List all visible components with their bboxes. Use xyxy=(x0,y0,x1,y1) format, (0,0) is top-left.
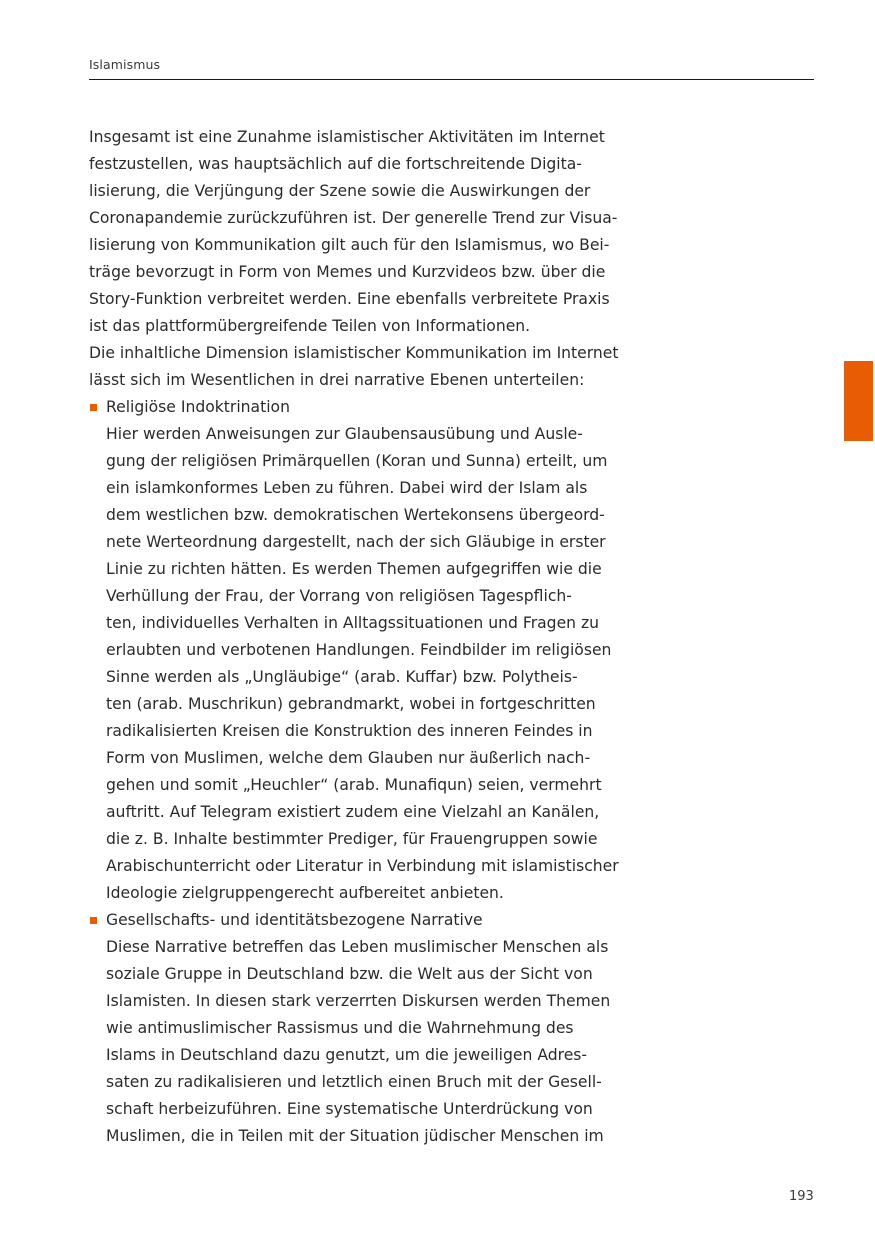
running-head: Islamismus xyxy=(89,57,161,72)
text-line: Form von Muslimen, welche dem Glauben nur äußerlich nach- xyxy=(106,749,591,767)
text-line: lisierung, die Verjüngung der Szene sowie die Auswirkungen der xyxy=(89,182,591,200)
text-line: Hier werden Anweisungen zur Glaubensausübung und Ausle- xyxy=(106,425,583,443)
body-text xyxy=(89,124,629,1150)
text-line: festzustellen, was hauptsächlich auf die fortschreitende Digita- xyxy=(89,155,582,173)
list-item-body xyxy=(106,421,629,907)
page-number: 193 xyxy=(789,1189,814,1204)
text-line: gehen und somit „Heuchler“ (arab. Munafiqun) seien, vermehrt xyxy=(106,776,602,794)
text-line: ten, individuelles Verhalten in Alltagssituationen und Fragen zu xyxy=(106,614,600,632)
text-line: Islamisten. In diesen stark verzerrten Diskursen werden Themen xyxy=(106,992,611,1010)
square-bullet-icon xyxy=(90,404,97,411)
text-line: träge bevorzugt in Form von Memes und Kurzvideos bzw. über die xyxy=(89,263,606,281)
text-line: ein islamkonformes Leben zu führen. Dabei wird der Islam als xyxy=(106,479,588,497)
text-line: dem westlichen bzw. demokratischen Wertekonsens übergeord- xyxy=(106,506,605,524)
text-line: Verhüllung der Frau, der Vorrang von religiösen Tagespflich- xyxy=(106,587,572,605)
list-item-religious-indoctrination xyxy=(89,394,629,907)
text-line: Linie zu richten hätten. Es werden Themen aufgegriffen wie die xyxy=(106,560,602,578)
text-line: Arabischunterricht oder Literatur in Verbindung mit islamistischer xyxy=(106,857,619,875)
intro-paragraph xyxy=(89,124,629,340)
text-line: Die inhaltliche Dimension islamistischer Kommunikation im Internet xyxy=(89,344,619,362)
text-line: Muslimen, die in Teilen mit der Situation jüdischer Menschen im xyxy=(106,1127,604,1145)
text-line: Islams in Deutschland dazu genutzt, um die jeweiligen Adres- xyxy=(106,1046,588,1064)
text-line: schaft herbeizuführen. Eine systematische Unterdrückung von xyxy=(106,1100,593,1118)
narratives-intro-paragraph xyxy=(89,340,629,394)
text-line: saten zu radikalisieren und letztlich einen Bruch mit der Gesell- xyxy=(106,1073,602,1091)
list-item-society-identity-narratives xyxy=(89,907,629,1150)
text-line: gung der religiösen Primärquellen (Koran und Sunna) erteilt, um xyxy=(106,452,608,470)
text-line: Sinne werden als „Ungläubige“ (arab. Kuffar) bzw. Polytheis- xyxy=(106,668,578,686)
narratives-list xyxy=(89,394,629,1150)
header-rule xyxy=(89,79,814,80)
text-line: lässt sich im Wesentlichen in drei narrative Ebenen unterteilen: xyxy=(89,371,585,389)
text-line: nete Werteordnung dargestellt, nach der sich Gläubige in erster xyxy=(106,533,606,551)
text-line: ten (arab. Muschrikun) gebrandmarkt, wobei in fortgeschritten xyxy=(106,695,596,713)
list-item-body xyxy=(106,934,629,1150)
text-line: Diese Narrative betreffen das Leben muslimischer Menschen als xyxy=(106,938,609,956)
text-line: radikalisierten Kreisen die Konstruktion des inneren Feindes in xyxy=(106,722,593,740)
text-line: Story-Funktion verbreitet werden. Eine ebenfalls verbreitete Praxis xyxy=(89,290,610,308)
text-line: lisierung von Kommunikation gilt auch für den Islamismus, wo Bei- xyxy=(89,236,610,254)
text-line: Coronapandemie zurückzuführen ist. Der generelle Trend zur Visua- xyxy=(89,209,618,227)
text-line: auftritt. Auf Telegram existiert zudem eine Vielzahl an Kanälen, xyxy=(106,803,600,821)
text-line: soziale Gruppe in Deutschland bzw. die Welt aus der Sicht von xyxy=(106,965,593,983)
chapter-side-tab xyxy=(844,361,873,441)
list-item-title: Gesellschafts- und identitätsbezogene Narrative xyxy=(106,911,483,929)
text-line: Insgesamt ist eine Zunahme islamistischer Aktivitäten im Internet xyxy=(89,128,605,146)
text-line: wie antimuslimischer Rassismus und die Wahrnehmung des xyxy=(106,1019,574,1037)
text-line: ist das plattformübergreifende Teilen von Informationen. xyxy=(89,317,531,335)
text-line: Ideologie zielgruppengerecht aufbereitet anbieten. xyxy=(106,884,504,902)
list-item-title: Religiöse Indoktrination xyxy=(106,398,290,416)
square-bullet-icon xyxy=(90,917,97,924)
text-line: erlaubten und verbotenen Handlungen. Feindbilder im religiösen xyxy=(106,641,612,659)
text-line: die z. B. Inhalte bestimmter Prediger, für Frauengruppen sowie xyxy=(106,830,598,848)
